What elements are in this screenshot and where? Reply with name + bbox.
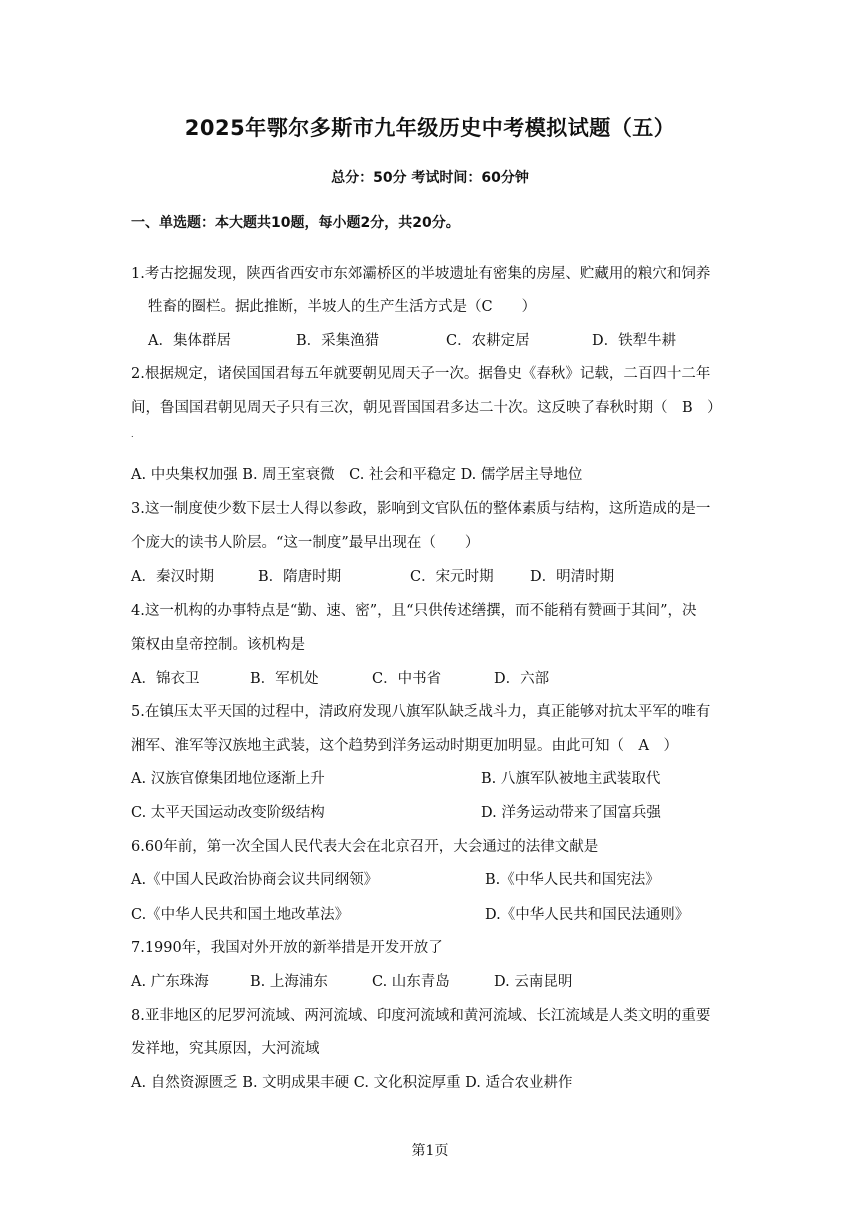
question-2-options: A. 中央集权加强 B. 周王室衰微 C. 社会和平稳定 D. 儒学居主导地位 (131, 467, 583, 483)
question-7-option-d: D. 云南昆明 (494, 974, 573, 990)
question-4-option-d: D．六部 (494, 671, 550, 687)
question-8-line-2: 发祥地，究其原因，大河流域 (131, 1041, 320, 1057)
question-6-option-d: D.《中华人民共和国民法通则》 (485, 907, 690, 923)
question-6-line-1: 6.60年前，第一次全国人民代表大会在北京召开，大会通过的法律文献是 (131, 839, 599, 855)
question-3-option-d: D．明清时期 (530, 569, 615, 585)
question-2-line-1: 2.根据规定，诸侯国国君每五年就要朝见周天子一次。据鲁史《春秋》记载，二百四十二年 (131, 366, 711, 382)
question-4-line-2: 策权由皇帝控制。该机构是 (131, 637, 305, 653)
question-3-option-a: A．秦汉时期 (131, 569, 214, 585)
question-4-line-1: 4.这一机构的办事特点是“勤、速、密”，且“只供传述缮撰，而不能稍有赞画于其间”，决 (131, 603, 697, 619)
question-7-line-1: 7.1990年，我国对外开放的新举措是开发开放了 (131, 940, 443, 956)
question-2-line-2: 间，鲁国国君朝见周天子只有三次，朝见晋国国君多达二十次。这反映了春秋时期（ B ） (131, 400, 722, 416)
question-4-option-c: C．中书省 (372, 671, 442, 687)
section-heading: 一、单选题：本大题共10题，每小题2分，共20分。 (131, 215, 460, 231)
question-7-option-b: B. 上海浦东 (250, 974, 328, 990)
question-3-option-c: C．宋元时期 (410, 569, 494, 585)
question-3-line-1: 3.这一制度使少数下层士人得以参政，影响到文官队伍的整体素质与结构，这所造成的是一 (131, 501, 711, 517)
question-8-options: A. 自然资源匮乏 B. 文明成果丰硬 C. 文化积淀厚重 D. 适合农业耕作 (131, 1075, 573, 1091)
question-1-option-d: D．铁犁牛耕 (592, 333, 677, 349)
question-5-option-a: A. 汉族官僚集团地位逐渐上升 (131, 771, 325, 787)
question-1-option-b: B．采集渔猎 (296, 333, 380, 349)
question-7-option-a: A. 广东珠海 (131, 974, 209, 990)
question-2-dot: . (131, 430, 134, 439)
question-5-line-1: 5.在镇压太平天国的过程中，清政府发现八旗军队缺乏战斗力，真正能够对抗太平军的唯有 (131, 704, 711, 720)
question-1-line-1: 1.考古挖掘发现，陕西省西安市东郊灞桥区的半坡遗址有密集的房屋、贮藏用的粮穴和饲养 (131, 266, 711, 282)
question-5-option-c: C. 太平天国运动改变阶级结构 (131, 805, 325, 821)
question-7-option-c: C. 山东青岛 (372, 974, 450, 990)
question-5-option-d: D. 洋务运动带来了国富兵强 (481, 805, 661, 821)
page-title: 2025年鄂尔多斯市九年级历史中考模拟试题（五） (184, 116, 676, 140)
question-5-line-2: 湘军、淮军等汉族地主武装，这个趋势到洋务运动时期更加明显。由此可知（ A ） (131, 738, 678, 754)
question-6-option-b: B.《中华人民共和国宪法》 (485, 872, 660, 888)
question-6-option-c: C.《中华人民共和国土地改革法》 (131, 907, 350, 923)
question-3-line-2: 个庞大的读书人阶层。“这一制度”最早出现在（ ） (131, 535, 480, 551)
question-1-option-c: C．农耕定居 (446, 333, 530, 349)
page-number: 第1页 (411, 1143, 449, 1159)
question-4-option-a: A．锦衣卫 (131, 671, 200, 687)
question-6-option-a: A.《中国人民政治协商会议共同纲领》 (131, 872, 379, 888)
question-4-option-b: B．军机处 (250, 671, 319, 687)
question-1-option-a: A．集体群居 (148, 333, 231, 349)
question-3-option-b: B．隋唐时期 (258, 569, 342, 585)
question-8-line-1: 8.亚非地区的尼罗河流域、两河流域、印度河流域和黄河流域、长江流域是人类文明的重要 (131, 1008, 711, 1024)
question-1-line-2: 牲畜的圈栏。据此推断，半坡人的生产生活方式是（C ） (148, 299, 537, 315)
question-5-option-b: B. 八旗军队被地主武装取代 (481, 771, 661, 787)
page-subtitle: 总分：50分 考试时间：60分钟 (331, 170, 529, 186)
